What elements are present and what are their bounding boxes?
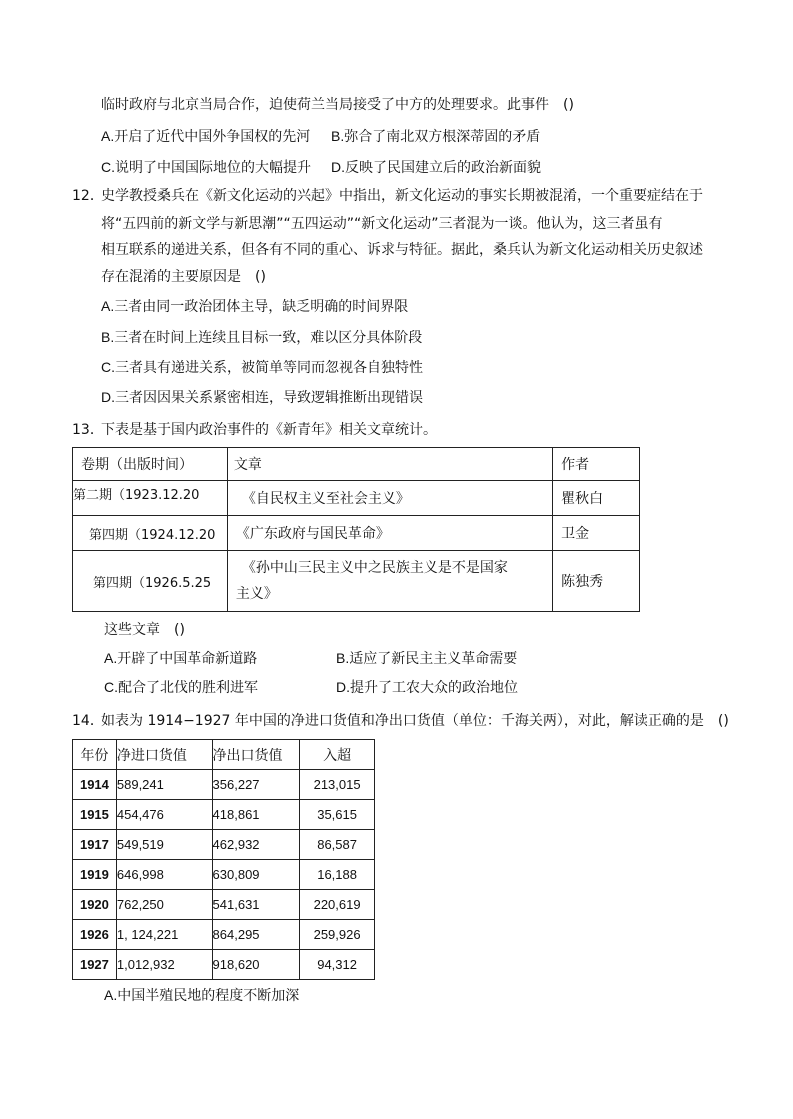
q11-stem-tail: 临时政府与北京当局合作，迫使荷兰当局接受了中方的处理要求。此事件 () xyxy=(101,97,574,113)
table-cell: 卫金 xyxy=(553,516,640,551)
table-header-cell: 净出口货值 xyxy=(212,740,300,770)
table-cell: 1919 xyxy=(73,860,117,890)
table-header-row xyxy=(73,448,640,481)
option-label: B. xyxy=(101,329,115,345)
table-cell: 418,861 xyxy=(212,800,300,830)
table-header-cell: 入超 xyxy=(300,740,375,770)
option-text: 说明了中国国际地位的大幅提升 xyxy=(115,160,311,176)
table-cell: 第四期（1924.12.20 xyxy=(73,516,228,551)
table-cell: 86,587 xyxy=(300,830,375,860)
table-cell: 646,998 xyxy=(116,860,212,890)
q13-after: 这些文章 () xyxy=(104,622,185,638)
table-cell: 第二期（1923.12.20 xyxy=(73,481,228,516)
table-row xyxy=(73,800,375,830)
option-label: A. xyxy=(101,298,115,314)
q13-number: 13． xyxy=(72,422,104,438)
option-label: C. xyxy=(101,159,115,175)
table-cell: 瞿秋白 xyxy=(553,481,640,516)
table-cell: 1927 xyxy=(73,950,117,980)
option-text: 反映了民国建立后的政治新面貌 xyxy=(345,160,541,176)
table-row xyxy=(73,770,375,800)
table-row xyxy=(73,481,640,516)
table-header-cell: 作者 xyxy=(553,448,640,481)
table-cell: 陈独秀 xyxy=(553,551,640,612)
table-row xyxy=(73,860,375,890)
table-cell: 1917 xyxy=(73,830,117,860)
q12-option-a[interactable] xyxy=(101,296,408,317)
article-line: 主义》 xyxy=(235,586,278,602)
q13-option-a[interactable] xyxy=(104,648,257,669)
table-cell: 762,250 xyxy=(116,890,212,920)
table-cell: 589,241 xyxy=(116,770,212,800)
table-cell: 918,620 xyxy=(212,950,300,980)
q14-table xyxy=(72,739,375,980)
table-cell: 549,519 xyxy=(116,830,212,860)
table-cell: 356,227 xyxy=(212,770,300,800)
q12-option-b[interactable] xyxy=(101,327,422,348)
q14-number: 14． xyxy=(72,713,104,729)
q12-stem-line-1: 史学教授桑兵在《新文化运动的兴起》中指出，新文化运动的事实长期被混淆，一个重要症结在于 xyxy=(101,188,703,204)
option-label: D. xyxy=(331,159,345,175)
q13-option-c[interactable] xyxy=(104,677,258,698)
table-row xyxy=(73,516,640,551)
option-text: 三者在时间上连续且目标一致，难以区分具体阶段 xyxy=(114,330,423,346)
table-cell: 630,809 xyxy=(212,860,300,890)
table-cell: 94,312 xyxy=(300,950,375,980)
table-header-cell: 文章 xyxy=(227,448,552,481)
table-header-cell: 年份 xyxy=(73,740,117,770)
table-cell: 462,932 xyxy=(212,830,300,860)
table-header-cell: 净进口货值 xyxy=(116,740,212,770)
q13-option-d[interactable] xyxy=(336,677,518,698)
q12-stem-line-3: 相互联系的递进关系，但各有不同的重心、诉求与特征。据此，桑兵认为新文化运动相关历史叙述 xyxy=(101,242,703,258)
table-cell: 1, 124,221 xyxy=(116,920,212,950)
option-label: C. xyxy=(101,359,115,375)
option-text: 三者因因果关系紧密相连，导致逻辑推断出现错误 xyxy=(115,390,423,406)
table-row xyxy=(73,920,375,950)
option-text: 适应了新民主主义革命需要 xyxy=(349,651,518,667)
table-header-cell: 卷期（出版时间） xyxy=(73,448,228,481)
q12-option-d[interactable] xyxy=(101,387,423,408)
option-label: D. xyxy=(101,389,115,405)
q11-option-a[interactable] xyxy=(101,126,310,147)
option-text: 三者由同一政治团体主导，缺乏明确的时间界限 xyxy=(114,299,409,315)
table-row xyxy=(73,950,375,980)
table-header-row xyxy=(73,740,375,770)
option-label: D. xyxy=(336,679,350,695)
option-text: 弥合了南北双方根深蒂固的矛盾 xyxy=(344,129,541,145)
q13-option-b[interactable] xyxy=(336,648,517,669)
table-row xyxy=(73,830,375,860)
table-cell: 1926 xyxy=(73,920,117,950)
option-text: 三者具有递进关系，被简单等同而忽视各自独特性 xyxy=(115,360,423,376)
q11-option-d[interactable] xyxy=(331,157,541,178)
q13-stem: 下表是基于国内政治事件的《新青年》相关文章统计。 xyxy=(101,422,437,438)
option-label: B. xyxy=(331,128,345,144)
q12-stem-line-2: 将“五四前的新文学与新思潮”“五四运动”“新文化运动”三者混为一谈。他认为，这三者虽有 xyxy=(101,216,663,232)
q13-table xyxy=(72,447,640,612)
option-text: 中国半殖民地的程度不断加深 xyxy=(117,988,300,1004)
table-cell xyxy=(227,551,552,612)
q14-option-a[interactable] xyxy=(104,985,299,1006)
table-cell: 259,926 xyxy=(300,920,375,950)
article-line: 《孙中山三民主义中之民族主义是不是国家 xyxy=(241,560,508,576)
table-row xyxy=(73,551,640,612)
table-cell: 454,476 xyxy=(116,800,212,830)
table-cell: 220,619 xyxy=(300,890,375,920)
q12-stem-line-4: 存在混淆的主要原因是 () xyxy=(101,269,266,285)
table-cell: 1915 xyxy=(73,800,117,830)
option-text: 开启了近代中国外争国权的先河 xyxy=(114,129,311,145)
table-cell: 1,012,932 xyxy=(116,950,212,980)
table-cell: 35,615 xyxy=(300,800,375,830)
table-cell: 541,631 xyxy=(212,890,300,920)
q12-option-c[interactable] xyxy=(101,357,423,378)
option-text: 配合了北伐的胜利进军 xyxy=(118,680,258,696)
table-cell: 1920 xyxy=(73,890,117,920)
option-label: B. xyxy=(336,650,350,666)
table-cell: 《广东政府与国民革命》 xyxy=(227,516,552,551)
option-label: A. xyxy=(101,128,115,144)
option-label: A. xyxy=(104,987,118,1003)
option-text: 开辟了中国革命新道路 xyxy=(117,651,258,667)
q11-option-b[interactable] xyxy=(331,126,540,147)
table-cell: 16,188 xyxy=(300,860,375,890)
table-cell: 第四期（1926.5.25 xyxy=(73,551,228,612)
q14-stem: 如表为 1914−1927 年中国的净进口货值和净出口货值（单位：千海关两），对此，解读正确的是 () xyxy=(101,713,729,729)
option-text: 提升了工农大众的政治地位 xyxy=(350,680,518,696)
table-row xyxy=(73,890,375,920)
q12-number: 12． xyxy=(72,188,104,204)
option-label: A. xyxy=(104,650,118,666)
q11-option-c[interactable] xyxy=(101,157,311,178)
table-cell: 《自民权主义至社会主义》 xyxy=(227,481,552,516)
table-cell: 864,295 xyxy=(212,920,300,950)
table-cell: 1914 xyxy=(73,770,117,800)
table-cell: 213,015 xyxy=(300,770,375,800)
option-label: C. xyxy=(104,679,118,695)
